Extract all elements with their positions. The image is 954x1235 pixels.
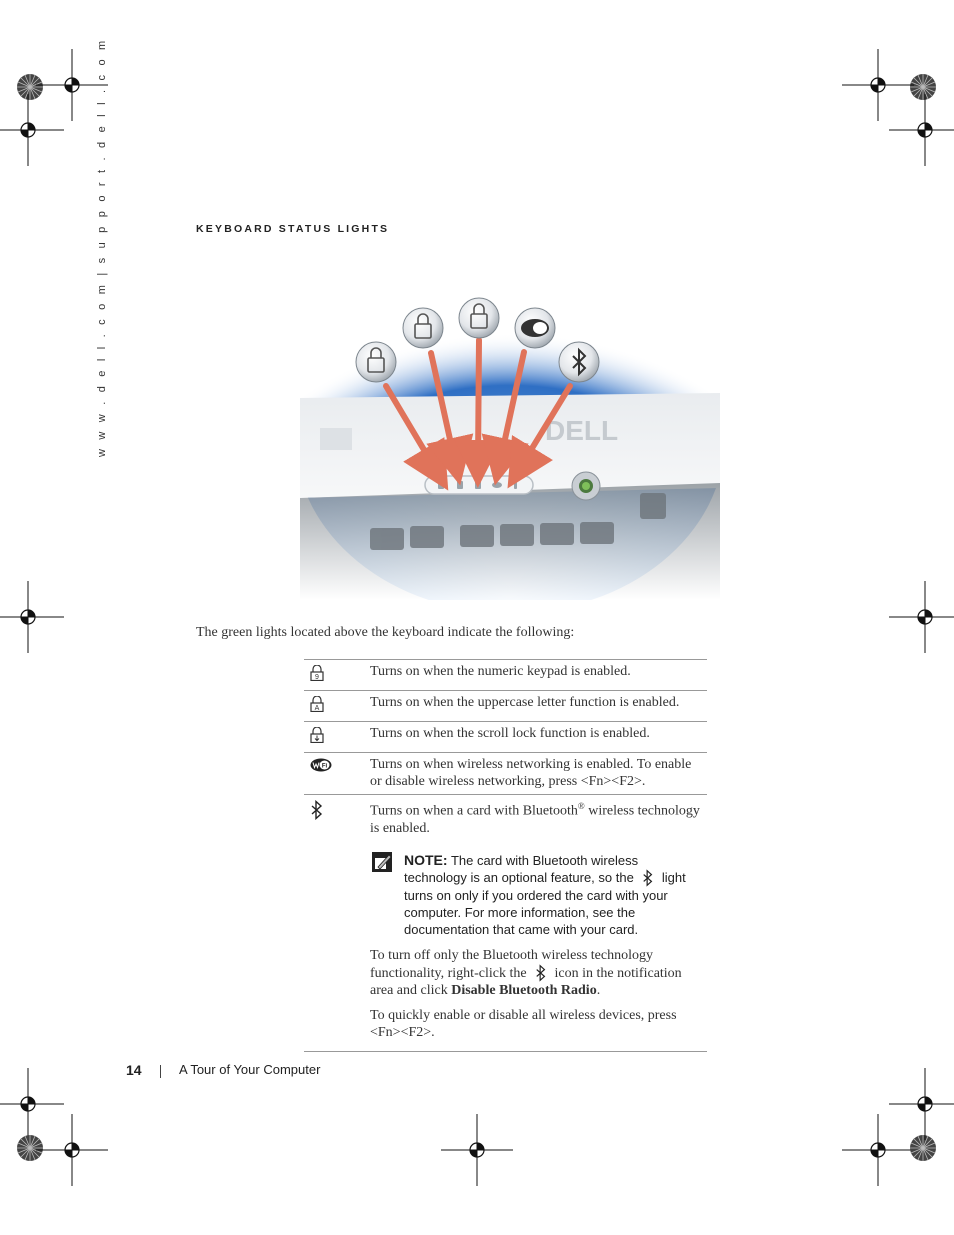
callout-bluetooth: [559, 342, 599, 382]
table-row: [304, 753, 707, 795]
note-box: NOTE: The card with Bluetooth wireless technology is an optional feature, so the light turns on only if you ordered the card with your computer. For more information, see the documentation that came with your card.: [370, 852, 703, 938]
light-description: Turns on when the numeric keypad is enabled.: [354, 660, 707, 691]
reg-mark-icon: [910, 1135, 936, 1161]
note-pencil-icon: [372, 852, 392, 872]
reg-mark-icon: [0, 1068, 64, 1140]
caps-lock-icon: [310, 696, 324, 712]
status-lights-table: [304, 659, 707, 1052]
side-url-text: w w w . d e l l . c o m | s u p p o r t . d e l l . c o m: [96, 37, 108, 457]
section-heading: KEYBOARD STATUS LIGHTS: [196, 223, 390, 235]
reg-mark-icon: [0, 581, 64, 653]
footer-divider: [160, 1065, 161, 1078]
callout-num-lock: [356, 342, 396, 382]
num-lock-icon: [310, 665, 324, 681]
table-row: [304, 795, 707, 1052]
reg-mark-icon: [441, 1114, 513, 1186]
dell-logo: DELL: [545, 415, 619, 446]
bluetooth-icon: [310, 800, 324, 820]
table-row: [304, 691, 707, 722]
reg-mark-icon: [889, 94, 954, 166]
wifi-icon: [310, 758, 332, 772]
reg-mark-icon: [842, 1114, 914, 1186]
reg-mark-icon: [17, 74, 43, 100]
bluetooth-off-instructions: To turn off only the Bluetooth wireless technology functionality, right-click the icon in the notification area and click Disable Bluetooth Radio.: [370, 947, 682, 998]
reg-mark-icon: [889, 1068, 954, 1140]
side-url: [82, 37, 108, 465]
light-description: Turns on when the scroll lock function is enabled.: [354, 722, 707, 753]
note-label: NOTE:: [404, 851, 448, 868]
intro-text: The green lights located above the keyboard indicate the following:: [196, 625, 575, 640]
reg-mark-icon: [910, 74, 936, 100]
reg-mark-icon: [0, 94, 64, 166]
disable-bluetooth-radio-label: Disable Bluetooth Radio: [451, 982, 597, 998]
light-description: Turns on when wireless networking is enabled. To enable or disable wireless networking, press <Fn><F2>.: [354, 753, 707, 795]
reg-mark-icon: [842, 49, 914, 121]
page-number: 14: [126, 1062, 142, 1078]
reg-mark-icon: [17, 1135, 43, 1161]
svg-text:9: 9: [315, 674, 319, 681]
footer-title: A Tour of Your Computer: [179, 1062, 321, 1077]
reg-mark-icon: [889, 581, 954, 653]
callout-scroll-lock: [459, 298, 499, 338]
wireless-toggle-instructions: To quickly enable or disable all wireless devices, press <Fn><F2>.: [370, 1007, 677, 1040]
callout-caps-lock: [403, 308, 443, 348]
svg-text:Fi: Fi: [321, 763, 328, 770]
bluetooth-icon: [535, 964, 547, 982]
table-row: [304, 722, 707, 753]
svg-text:A: A: [314, 705, 320, 712]
callout-wifi: [515, 308, 555, 348]
light-description: Turns on when the uppercase letter function is enabled.: [354, 691, 707, 722]
reg-mark-icon: [36, 1114, 108, 1186]
light-description: Turns on when a card with Bluetooth® wireless technology is enabled.: [370, 801, 700, 836]
keyboard-status-lights-illustration: [300, 248, 720, 600]
scroll-lock-icon: [310, 727, 324, 743]
table-row: [304, 660, 707, 691]
bluetooth-icon: [642, 869, 654, 887]
